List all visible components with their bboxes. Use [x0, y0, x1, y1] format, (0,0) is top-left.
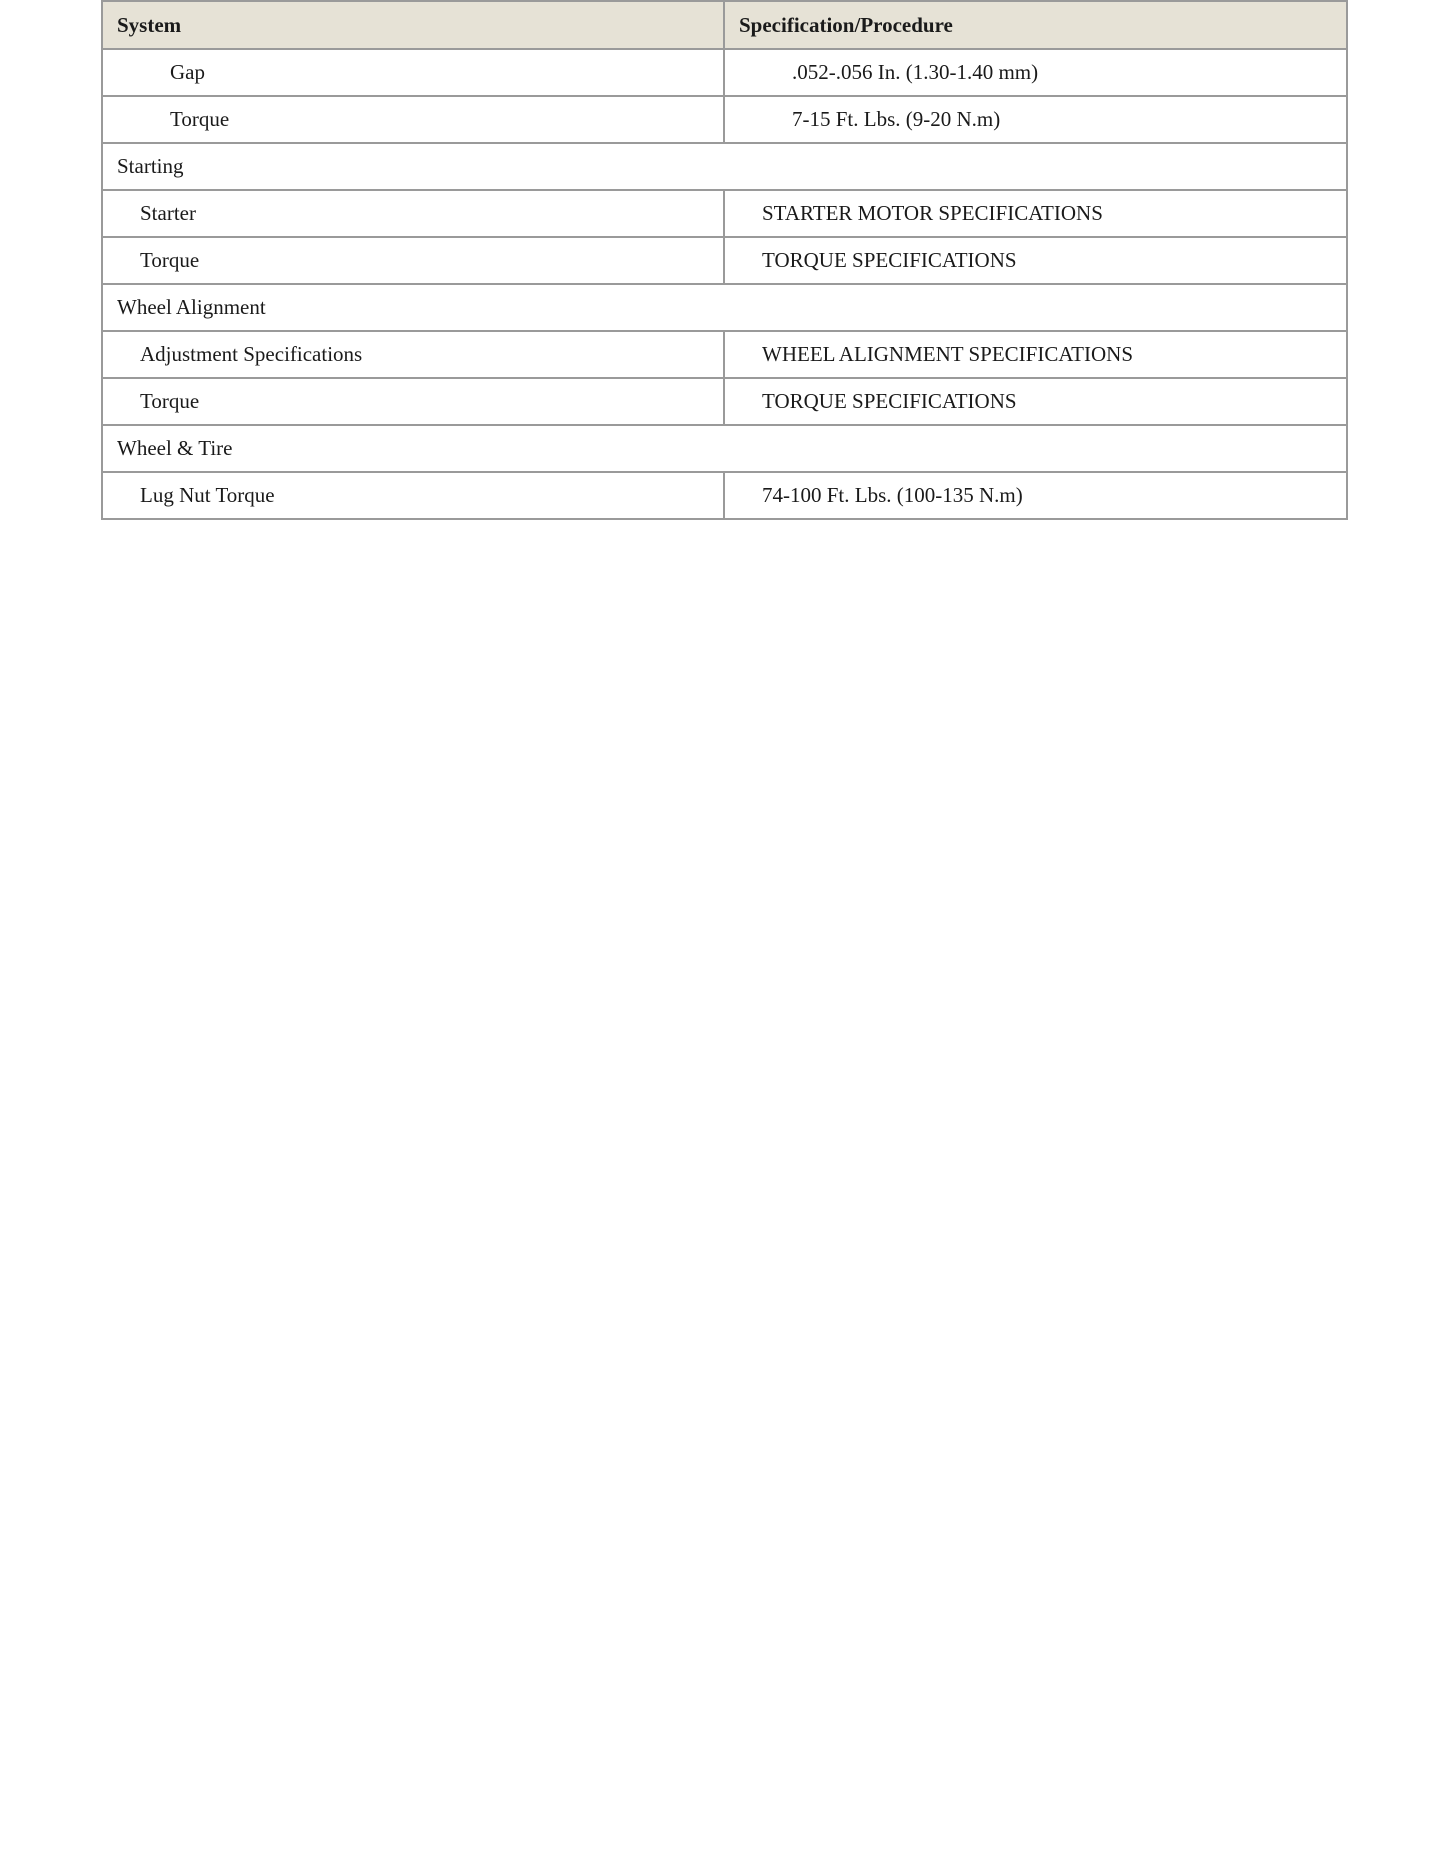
system-cell: Lug Nut Torque	[102, 472, 724, 519]
spec-cell: TORQUE SPECIFICATIONS	[724, 237, 1347, 284]
spec-cell: 74-100 Ft. Lbs. (100-135 N.m)	[724, 472, 1347, 519]
header-spec: Specification/Procedure	[724, 1, 1347, 49]
spec-cell: WHEEL ALIGNMENT SPECIFICATIONS	[724, 331, 1347, 378]
spec-cell: .052-.056 In. (1.30-1.40 mm)	[724, 49, 1347, 96]
section-row	[102, 425, 1347, 472]
system-cell: Starter	[102, 190, 724, 237]
table-row	[102, 378, 1347, 425]
header-row	[102, 1, 1347, 49]
system-cell: Torque	[102, 378, 724, 425]
system-cell: Torque	[102, 96, 724, 143]
section-title: Wheel Alignment	[102, 284, 1347, 331]
section-title: Starting	[102, 143, 1347, 190]
system-cell: Gap	[102, 49, 724, 96]
section-title: Wheel & Tire	[102, 425, 1347, 472]
system-cell: Torque	[102, 237, 724, 284]
spec-cell: 7-15 Ft. Lbs. (9-20 N.m)	[724, 96, 1347, 143]
section-row	[102, 284, 1347, 331]
spec-table	[101, 0, 1348, 520]
header-system: System	[102, 1, 724, 49]
table-row	[102, 96, 1347, 143]
table-row	[102, 472, 1347, 519]
section-row	[102, 143, 1347, 190]
table-row	[102, 49, 1347, 96]
spec-cell: TORQUE SPECIFICATIONS	[724, 378, 1347, 425]
spec-cell: STARTER MOTOR SPECIFICATIONS	[724, 190, 1347, 237]
table-row	[102, 331, 1347, 378]
table-row	[102, 190, 1347, 237]
system-cell: Adjustment Specifications	[102, 331, 724, 378]
table-row	[102, 237, 1347, 284]
